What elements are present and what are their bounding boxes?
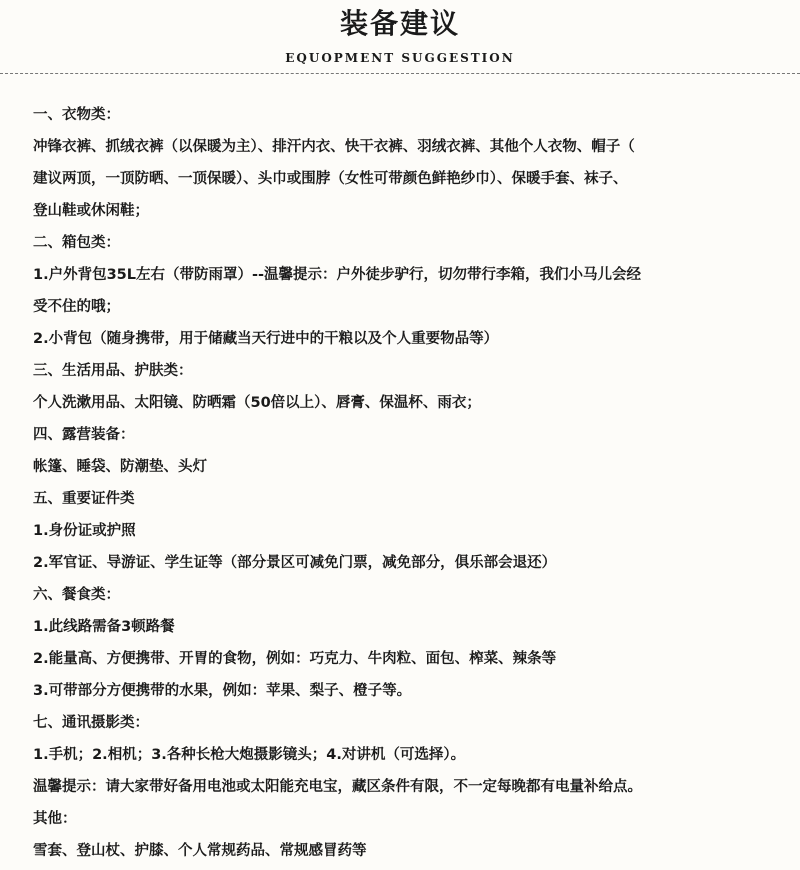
text-line: 冲锋衣裤、抓绒衣裤（以保暖为主）、排汗内衣、快干衣裤、羽绒衣裤、其他个人衣物、帽子（ [33,139,635,155]
section-heading-food: 六、餐食类： [33,587,120,603]
section-heading-documents: 五、重要证件类 [33,491,135,507]
text-line: 1.身份证或护照 [33,523,136,539]
text-line: 2.小背包（随身携带，用于储藏当天行进中的干粮以及个人重要物品等） [33,331,499,347]
page-subtitle: EQUOPMENT SUGGESTION [285,51,515,65]
suggestion-list [33,99,773,867]
text-line: 建议两顶，一顶防晒、一顶保暖）、头巾或围脖（女性可带颜色鲜艳纱巾）、保暖手套、袜子、 [33,171,628,187]
text-line: 个人洗漱用品、太阳镜、防晒霜（50倍以上）、唇膏、保温杯、雨衣； [33,395,481,411]
section-heading-bags: 二、箱包类： [33,235,120,251]
section-heading-camping: 四、露营装备： [33,427,135,443]
dashed-divider [0,73,800,74]
text-line: 2.能量高、方便携带、开胃的食物，例如：巧克力、牛肉粒、面包、榨菜、辣条等 [33,651,557,667]
text-line: 受不住的哦； [33,299,120,315]
text-line: 2.军官证、导游证、学生证等（部分景区可减免门票，减免部分，俱乐部会退还） [33,555,557,571]
text-line: 登山鞋或休闲鞋； [33,203,149,219]
section-heading-daily-items: 三、生活用品、护肤类： [33,363,193,379]
text-line: 1.此线路需备3顿路餐 [33,619,175,635]
section-heading-clothing: 一、衣物类： [33,107,120,123]
text-line: 帐篷、睡袋、防潮垫、头灯 [33,459,207,475]
section-heading-other: 其他： [33,811,77,827]
page-title: 装备建议 [339,7,460,40]
text-line: 1.手机；2.相机；3.各种长枪大炮摄影镜头；4.对讲机（可选择）。 [33,747,466,763]
text-line: 雪套、登山杖、护膝、个人常规药品、常规感冒药等 [33,843,367,859]
text-line: 3.可带部分方便携带的水果，例如：苹果、梨子、橙子等。 [33,683,412,699]
text-line: 1.户外背包35L左右（带防雨罩）--温馨提示：户外徒步驴行，切勿带行李箱，我们小马儿会经 [33,267,642,283]
section-heading-communication: 七、通讯摄影类： [33,715,149,731]
text-line: 温馨提示：请大家带好备用电池或太阳能充电宝，藏区条件有限，不一定每晚都有电量补给点。 [33,779,642,795]
